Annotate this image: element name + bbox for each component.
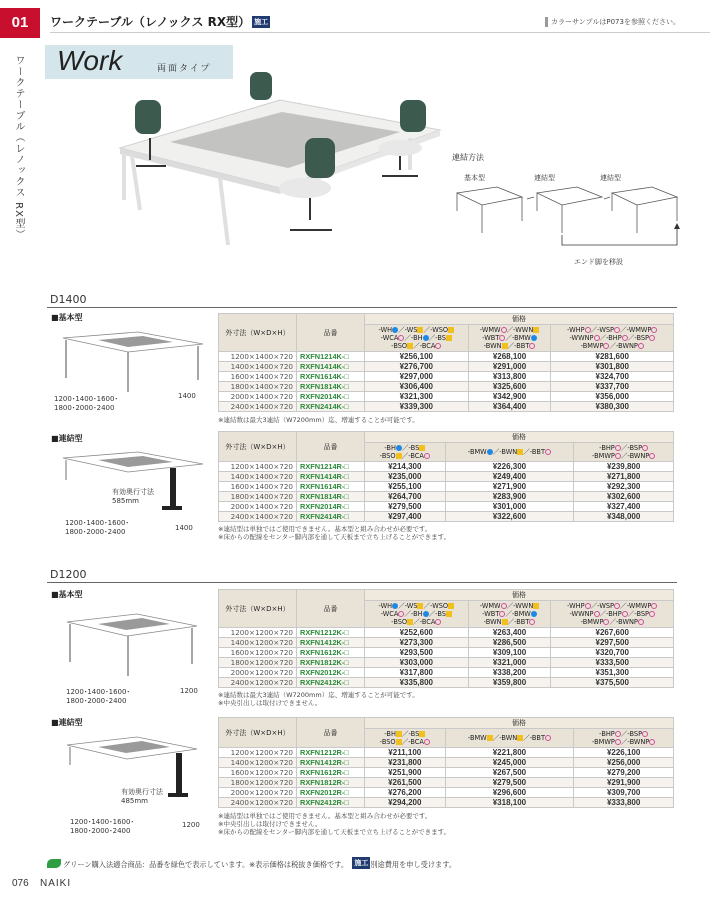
price-cell: ¥267,500 bbox=[445, 768, 574, 778]
table-row bbox=[219, 788, 674, 798]
product-code-cell: RXFN1212R-□ bbox=[297, 748, 365, 758]
price-cell: ¥283,900 bbox=[445, 492, 574, 502]
code-header: 品番 bbox=[297, 718, 365, 748]
table-row bbox=[219, 658, 674, 668]
product-code-cell: RXFN1814R-□ bbox=[297, 492, 365, 502]
option-group-2: -BMW ／-BWN ／-BBT bbox=[445, 443, 574, 462]
price-cell: ¥221,800 bbox=[445, 748, 574, 758]
product-code-cell: RXFN1412R-□ bbox=[297, 758, 365, 768]
price-cell: ¥297,400 bbox=[365, 512, 446, 522]
yellow-square-icon bbox=[419, 731, 425, 737]
hero-product-image bbox=[110, 70, 450, 280]
d1200-conn-notes bbox=[218, 812, 450, 836]
price-cell: ¥317,800 bbox=[365, 668, 469, 678]
work-label: Work bbox=[57, 45, 123, 76]
connect-method-title: 連結方法 bbox=[452, 153, 484, 162]
product-code-cell: RXFN1214K-□ bbox=[297, 352, 365, 362]
price-cell: ¥321,000 bbox=[468, 658, 551, 668]
d1200-conn-dim-d: 1200 bbox=[182, 821, 200, 829]
kouji-note: 別途費用を申し受けます。 bbox=[370, 860, 457, 869]
price-cell: ¥231,800 bbox=[365, 758, 446, 768]
product-code-cell: RXFN2014K-□ bbox=[297, 392, 365, 402]
table-row bbox=[219, 352, 674, 362]
note-line: ※連結数は最大3連結（W7200mm）迄、増連することが可能です。 bbox=[218, 691, 419, 699]
pink-circle-icon bbox=[424, 453, 430, 459]
dimension-cell: 2000×1200×720 bbox=[219, 668, 297, 678]
pink-circle-icon bbox=[435, 619, 441, 625]
table-row bbox=[219, 768, 674, 778]
product-code-cell: RXFN2014R-□ bbox=[297, 502, 365, 512]
dimension-cell: 2000×1400×720 bbox=[219, 392, 297, 402]
price-cell: ¥226,300 bbox=[445, 462, 574, 472]
connect-type1-label: 連結型 bbox=[534, 174, 555, 182]
pink-circle-icon bbox=[638, 619, 644, 625]
price-cell: ¥292,300 bbox=[574, 482, 674, 492]
d1400-conn-dim-d: 1400 bbox=[175, 524, 193, 532]
table-row bbox=[219, 362, 674, 372]
dimension-cell: 1800×1400×720 bbox=[219, 492, 297, 502]
d1200-divider bbox=[47, 582, 677, 583]
price-cell: ¥337,700 bbox=[551, 382, 674, 392]
d1400-conn-dim-w bbox=[65, 519, 129, 537]
price-cell: ¥286,500 bbox=[468, 638, 551, 648]
pink-circle-icon bbox=[545, 449, 551, 455]
d1400-conn-depth-label: 有効奥行寸法 bbox=[112, 488, 154, 496]
table-row bbox=[219, 748, 674, 758]
price-cell: ¥281,600 bbox=[551, 352, 674, 362]
d1400-basic-dim-w1: 1200･1400･1600･ bbox=[54, 395, 118, 403]
table-row bbox=[219, 678, 674, 688]
pink-circle-icon bbox=[642, 445, 648, 451]
price-cell: ¥301,800 bbox=[551, 362, 674, 372]
price-cell: ¥239,800 bbox=[574, 462, 674, 472]
product-code-cell: RXFN1812K-□ bbox=[297, 658, 365, 668]
price-cell: ¥297,000 bbox=[365, 372, 469, 382]
product-code-cell: RXFN1214R-□ bbox=[297, 462, 365, 472]
table-row bbox=[219, 638, 674, 648]
price-cell: ¥252,600 bbox=[365, 628, 469, 638]
price-cell: ¥271,900 bbox=[445, 482, 574, 492]
dimension-cell: 1600×1200×720 bbox=[219, 768, 297, 778]
pink-circle-icon bbox=[649, 739, 655, 745]
price-cell: ¥249,400 bbox=[445, 472, 574, 482]
d1400-conn-depth-val: 585mm bbox=[112, 497, 139, 505]
price-cell: ¥348,000 bbox=[574, 512, 674, 522]
footer-note bbox=[47, 857, 456, 870]
option-group-3: -BHP ／-BSP -BMWP ／-BWNP bbox=[574, 729, 674, 748]
option-group-1: -WH ／-WS ／-WSO -WCA ／-BH ／-BS -BSO ／-BCA bbox=[365, 601, 469, 628]
price-cell: ¥327,400 bbox=[574, 502, 674, 512]
price-cell: ¥296,600 bbox=[445, 788, 574, 798]
table-row bbox=[219, 648, 674, 658]
price-cell: ¥306,400 bbox=[365, 382, 469, 392]
price-cell: ¥338,200 bbox=[468, 668, 551, 678]
pink-circle-icon bbox=[649, 611, 655, 617]
dim-header: 外寸法（W×D×H） bbox=[219, 432, 297, 462]
yellow-square-icon bbox=[533, 603, 539, 609]
d1200-conn-dim-w1: 1200･1400･1600･ bbox=[70, 818, 134, 826]
price-cell: ¥356,000 bbox=[551, 392, 674, 402]
green-purchase-note: グリーン購入法適合商品：品番を緑色で表示しています。※表示価格は税抜き価格です。 bbox=[63, 860, 349, 869]
price-cell: ¥342,900 bbox=[468, 392, 551, 402]
pink-circle-icon bbox=[638, 343, 644, 349]
price-cell: ¥256,000 bbox=[574, 758, 674, 768]
dimension-cell: 2400×1200×720 bbox=[219, 678, 297, 688]
price-cell: ¥303,000 bbox=[365, 658, 469, 668]
price-cell: ¥375,500 bbox=[551, 678, 674, 688]
d1400-basic-dim-w2: 1800･2000･2400 bbox=[54, 404, 115, 412]
d1200-basic-drawing bbox=[62, 612, 202, 684]
dimension-cell: 1400×1400×720 bbox=[219, 362, 297, 372]
yellow-square-icon bbox=[419, 445, 425, 451]
d1200-conn-dim-w2: 1800･2000･2400 bbox=[70, 827, 131, 835]
price-cell: ¥333,500 bbox=[551, 658, 674, 668]
product-code-cell: RXFN2414K-□ bbox=[297, 402, 365, 412]
price-cell: ¥333,800 bbox=[574, 798, 674, 808]
d1200-basic-dim-w1: 1200･1400･1600･ bbox=[66, 688, 130, 696]
price-cell: ¥273,300 bbox=[365, 638, 469, 648]
table-row bbox=[219, 492, 674, 502]
table-row bbox=[219, 402, 674, 412]
dimension-cell: 1400×1200×720 bbox=[219, 758, 297, 768]
d1400-conn-table bbox=[218, 431, 674, 522]
note-line: ※床からの配線をセンター脚内部を通して天板まで立ち上げることができます。 bbox=[218, 533, 451, 541]
dimension-cell: 1600×1400×720 bbox=[219, 372, 297, 382]
option-group-1: -BH ／-BS -BSO ／-BCA bbox=[365, 729, 446, 748]
note-line: ※連結型は単独ではご使用できません。基本型と組み合わせが必要です。 bbox=[218, 812, 432, 820]
dimension-cell: 1200×1400×720 bbox=[219, 352, 297, 362]
page-title bbox=[50, 13, 270, 30]
price-header: 価格 bbox=[365, 432, 674, 443]
price-cell: ¥226,100 bbox=[574, 748, 674, 758]
d1400-basic-label: ■基本型 bbox=[51, 313, 83, 322]
price-cell: ¥245,000 bbox=[445, 758, 574, 768]
page-title-text: ワークテーブル（レノックス RX型） bbox=[50, 15, 251, 29]
option-group-3: -WHP ／-WSP ／-WMWP -WWNP ／-BHP ／-BSP -BMWP ／-BWNP bbox=[551, 601, 674, 628]
dimension-cell: 1600×1400×720 bbox=[219, 482, 297, 492]
price-cell: ¥321,300 bbox=[365, 392, 469, 402]
note-line: ※連結型は単独ではご使用できません。基本型と組み合わせが必要です。 bbox=[218, 525, 432, 533]
d1200-basic-dim-d: 1200 bbox=[180, 687, 198, 695]
dimension-cell: 1400×1200×720 bbox=[219, 638, 297, 648]
note-line: ※中央引出しは取付けできません。 bbox=[218, 820, 322, 828]
dimension-cell: 1800×1200×720 bbox=[219, 658, 297, 668]
price-cell: ¥256,100 bbox=[365, 352, 469, 362]
code-header: 品番 bbox=[297, 432, 365, 462]
table-row bbox=[219, 462, 674, 472]
yellow-square-icon bbox=[446, 611, 452, 617]
code-header: 品番 bbox=[297, 590, 365, 628]
d1200-conn-label: ■連結型 bbox=[51, 718, 83, 727]
price-cell: ¥364,400 bbox=[468, 402, 551, 412]
note-line: ※床からの配線をセンター脚内部を通して天板まで立ち上げることができます。 bbox=[218, 828, 451, 836]
price-cell: ¥263,400 bbox=[468, 628, 551, 638]
price-cell: ¥291,900 bbox=[574, 778, 674, 788]
price-cell: ¥214,300 bbox=[365, 462, 446, 472]
table-row bbox=[219, 382, 674, 392]
option-group-3: -BHP ／-BSP -BMWP ／-BWNP bbox=[574, 443, 674, 462]
note-line: ※連結数は最大3連結（W7200mm）迄、増連することが可能です。 bbox=[218, 416, 419, 424]
product-code-cell: RXFN1612K-□ bbox=[297, 648, 365, 658]
type-label: 両面タイプ bbox=[157, 64, 212, 74]
product-code-cell: RXFN1614R-□ bbox=[297, 482, 365, 492]
product-code-cell: RXFN1412K-□ bbox=[297, 638, 365, 648]
product-code-cell: RXFN1212K-□ bbox=[297, 628, 365, 638]
side-vertical-label: ワークテーブル（レノックス RX型） bbox=[13, 55, 24, 240]
price-cell: ¥309,100 bbox=[468, 648, 551, 658]
table-row bbox=[219, 372, 674, 382]
price-cell: ¥267,600 bbox=[551, 628, 674, 638]
yellow-square-icon bbox=[533, 327, 539, 333]
dimension-cell: 2400×1200×720 bbox=[219, 798, 297, 808]
table-row bbox=[219, 758, 674, 768]
table-row bbox=[219, 512, 674, 522]
price-header: 価格 bbox=[365, 718, 674, 729]
price-cell: ¥291,000 bbox=[468, 362, 551, 372]
price-cell: ¥301,000 bbox=[445, 502, 574, 512]
price-header: 価格 bbox=[365, 590, 674, 601]
yellow-square-icon bbox=[448, 327, 454, 333]
pink-circle-icon bbox=[642, 731, 648, 737]
price-cell: ¥380,300 bbox=[551, 402, 674, 412]
d1400-conn-notes bbox=[218, 525, 450, 541]
price-cell: ¥268,100 bbox=[468, 352, 551, 362]
d1400-conn-dim-w2: 1800･2000･2400 bbox=[65, 528, 126, 536]
dim-header: 外寸法（W×D×H） bbox=[219, 718, 297, 748]
price-cell: ¥351,300 bbox=[551, 668, 674, 678]
pink-circle-icon bbox=[435, 343, 441, 349]
table-row bbox=[219, 778, 674, 788]
table-row bbox=[219, 628, 674, 638]
price-cell: ¥324,700 bbox=[551, 372, 674, 382]
table-row bbox=[219, 392, 674, 402]
dimension-cell: 2000×1200×720 bbox=[219, 788, 297, 798]
product-code-cell: RXFN2012K-□ bbox=[297, 668, 365, 678]
blue-dot-icon bbox=[531, 335, 537, 341]
product-code-cell: RXFN2412K-□ bbox=[297, 678, 365, 688]
table-row bbox=[219, 472, 674, 482]
price-header: 価格 bbox=[365, 314, 674, 325]
product-code-cell: RXFN2012R-□ bbox=[297, 788, 365, 798]
price-cell: ¥261,500 bbox=[365, 778, 446, 788]
blue-dot-icon bbox=[531, 611, 537, 617]
pink-circle-icon bbox=[649, 453, 655, 459]
d1200-title: D1200 bbox=[50, 568, 87, 581]
option-group-1: -WH ／-WS ／-WSO -WCA ／-BH ／-BS -BSO ／-BCA bbox=[365, 325, 469, 352]
connect-type2-label: 連結型 bbox=[600, 174, 621, 182]
price-cell: ¥271,800 bbox=[574, 472, 674, 482]
price-cell: ¥255,100 bbox=[365, 482, 446, 492]
dimension-cell: 1800×1400×720 bbox=[219, 382, 297, 392]
dim-header: 外寸法（W×D×H） bbox=[219, 314, 297, 352]
dimension-cell: 2400×1400×720 bbox=[219, 402, 297, 412]
d1200-basic-table bbox=[218, 589, 674, 688]
product-code-cell: RXFN1414R-□ bbox=[297, 472, 365, 482]
pink-circle-icon bbox=[424, 739, 430, 745]
connect-diagram bbox=[452, 183, 692, 258]
d1200-basic-notes bbox=[218, 691, 419, 707]
product-code-cell: RXFN1612R-□ bbox=[297, 768, 365, 778]
table-row bbox=[219, 482, 674, 492]
yellow-square-icon bbox=[446, 335, 452, 341]
price-cell: ¥211,100 bbox=[365, 748, 446, 758]
connect-basic-label: 基本型 bbox=[464, 174, 485, 182]
dimension-cell: 1400×1400×720 bbox=[219, 472, 297, 482]
section-number-tab: 01 bbox=[0, 8, 40, 38]
price-cell: ¥297,500 bbox=[551, 638, 674, 648]
pink-circle-icon bbox=[529, 343, 535, 349]
dimension-cell: 1200×1400×720 bbox=[219, 462, 297, 472]
d1400-divider bbox=[47, 307, 677, 308]
price-cell: ¥302,600 bbox=[574, 492, 674, 502]
price-cell: ¥235,000 bbox=[365, 472, 446, 482]
pink-circle-icon bbox=[649, 335, 655, 341]
price-cell: ¥279,500 bbox=[445, 778, 574, 788]
green-purchase-icon bbox=[47, 859, 61, 868]
pink-circle-icon bbox=[545, 735, 551, 741]
d1400-basic-table bbox=[218, 313, 674, 412]
price-cell: ¥320,700 bbox=[551, 648, 674, 658]
option-group-1: -BH ／-BS -BSO ／-BCA bbox=[365, 443, 446, 462]
product-code-cell: RXFN1812R-□ bbox=[297, 778, 365, 788]
dimension-cell: 2400×1400×720 bbox=[219, 512, 297, 522]
pink-circle-icon bbox=[651, 603, 657, 609]
d1400-title: D1400 bbox=[50, 293, 87, 306]
yellow-square-icon bbox=[448, 603, 454, 609]
d1200-basic-dim-w2: 1800･2000･2400 bbox=[66, 697, 127, 705]
connect-move-leg-note: エンド脚を移設 bbox=[574, 258, 623, 266]
price-cell: ¥276,200 bbox=[365, 788, 446, 798]
dimension-cell: 1800×1200×720 bbox=[219, 778, 297, 788]
price-cell: ¥313,800 bbox=[468, 372, 551, 382]
d1200-conn-depth-label: 有効奥行寸法 bbox=[121, 788, 163, 796]
price-cell: ¥279,500 bbox=[365, 502, 446, 512]
price-cell: ¥279,200 bbox=[574, 768, 674, 778]
note-line: ※中央引出しは取付けできません。 bbox=[218, 699, 322, 707]
dimension-cell: 1600×1200×720 bbox=[219, 648, 297, 658]
dimension-cell: 2000×1400×720 bbox=[219, 502, 297, 512]
product-code-cell: RXFN1614K-□ bbox=[297, 372, 365, 382]
table-row bbox=[219, 502, 674, 512]
d1200-conn-depth-val: 485mm bbox=[121, 797, 148, 805]
d1400-basic-dim-d: 1400 bbox=[178, 392, 196, 400]
price-cell: ¥264,700 bbox=[365, 492, 446, 502]
d1200-conn-depth bbox=[121, 788, 163, 806]
product-code-cell: RXFN1814K-□ bbox=[297, 382, 365, 392]
price-cell: ¥293,500 bbox=[365, 648, 469, 658]
dim-header: 外寸法（W×D×H） bbox=[219, 590, 297, 628]
price-cell: ¥276,700 bbox=[365, 362, 469, 372]
option-group-2: -BMW ／-BWN ／-BBT bbox=[445, 729, 574, 748]
price-cell: ¥325,600 bbox=[468, 382, 551, 392]
d1200-conn-table bbox=[218, 717, 674, 808]
price-cell: ¥322,600 bbox=[445, 512, 574, 522]
code-header: 品番 bbox=[297, 314, 365, 352]
d1200-basic-label: ■基本型 bbox=[51, 590, 83, 599]
d1200-conn-dim-w bbox=[70, 818, 134, 836]
d1400-conn-label: ■連結型 bbox=[51, 434, 83, 443]
d1400-conn-dim-w1: 1200･1400･1600･ bbox=[65, 519, 129, 527]
product-code-cell: RXFN1414K-□ bbox=[297, 362, 365, 372]
product-code-cell: RXFN2414R-□ bbox=[297, 512, 365, 522]
header-divider bbox=[50, 32, 710, 33]
option-group-3: -WHP ／-WSP ／-WMWP -WWNP ／-BHP ／-BSP -BMWP ／-BWNP bbox=[551, 325, 674, 352]
price-cell: ¥335,800 bbox=[365, 678, 469, 688]
price-cell: ¥294,200 bbox=[365, 798, 446, 808]
pink-circle-icon bbox=[651, 327, 657, 333]
pink-circle-icon bbox=[529, 619, 535, 625]
price-cell: ¥309,700 bbox=[574, 788, 674, 798]
kouji-badge: 施工 bbox=[354, 859, 369, 867]
option-group-2: -WMW ／-WWN -WBT ／-BMW -BWN ／-BBT bbox=[468, 601, 551, 628]
page-number: 076 bbox=[12, 878, 29, 889]
d1400-basic-dim-w bbox=[54, 395, 118, 413]
dimension-cell: 1200×1200×720 bbox=[219, 748, 297, 758]
dimension-cell: 1200×1200×720 bbox=[219, 628, 297, 638]
d1200-basic-dim-w bbox=[66, 688, 130, 706]
product-code-cell: RXFN2412R-□ bbox=[297, 798, 365, 808]
table-row bbox=[219, 798, 674, 808]
kouji-badge: 施工 bbox=[254, 18, 269, 26]
price-cell: ¥318,100 bbox=[445, 798, 574, 808]
d1400-basic-drawing bbox=[58, 330, 208, 400]
price-cell: ¥339,300 bbox=[365, 402, 469, 412]
brand-name: NAIKI bbox=[40, 878, 72, 889]
d1400-conn-depth bbox=[112, 488, 154, 506]
price-cell: ¥251,900 bbox=[365, 768, 446, 778]
table-row bbox=[219, 668, 674, 678]
d1400-basic-notes bbox=[218, 416, 419, 424]
option-group-2: -WMW ／-WWN -WBT ／-BMW -BWN ／-BBT bbox=[468, 325, 551, 352]
color-sample-note: カラーサンプルはP073を参照ください。 bbox=[545, 17, 680, 27]
price-cell: ¥359,800 bbox=[468, 678, 551, 688]
